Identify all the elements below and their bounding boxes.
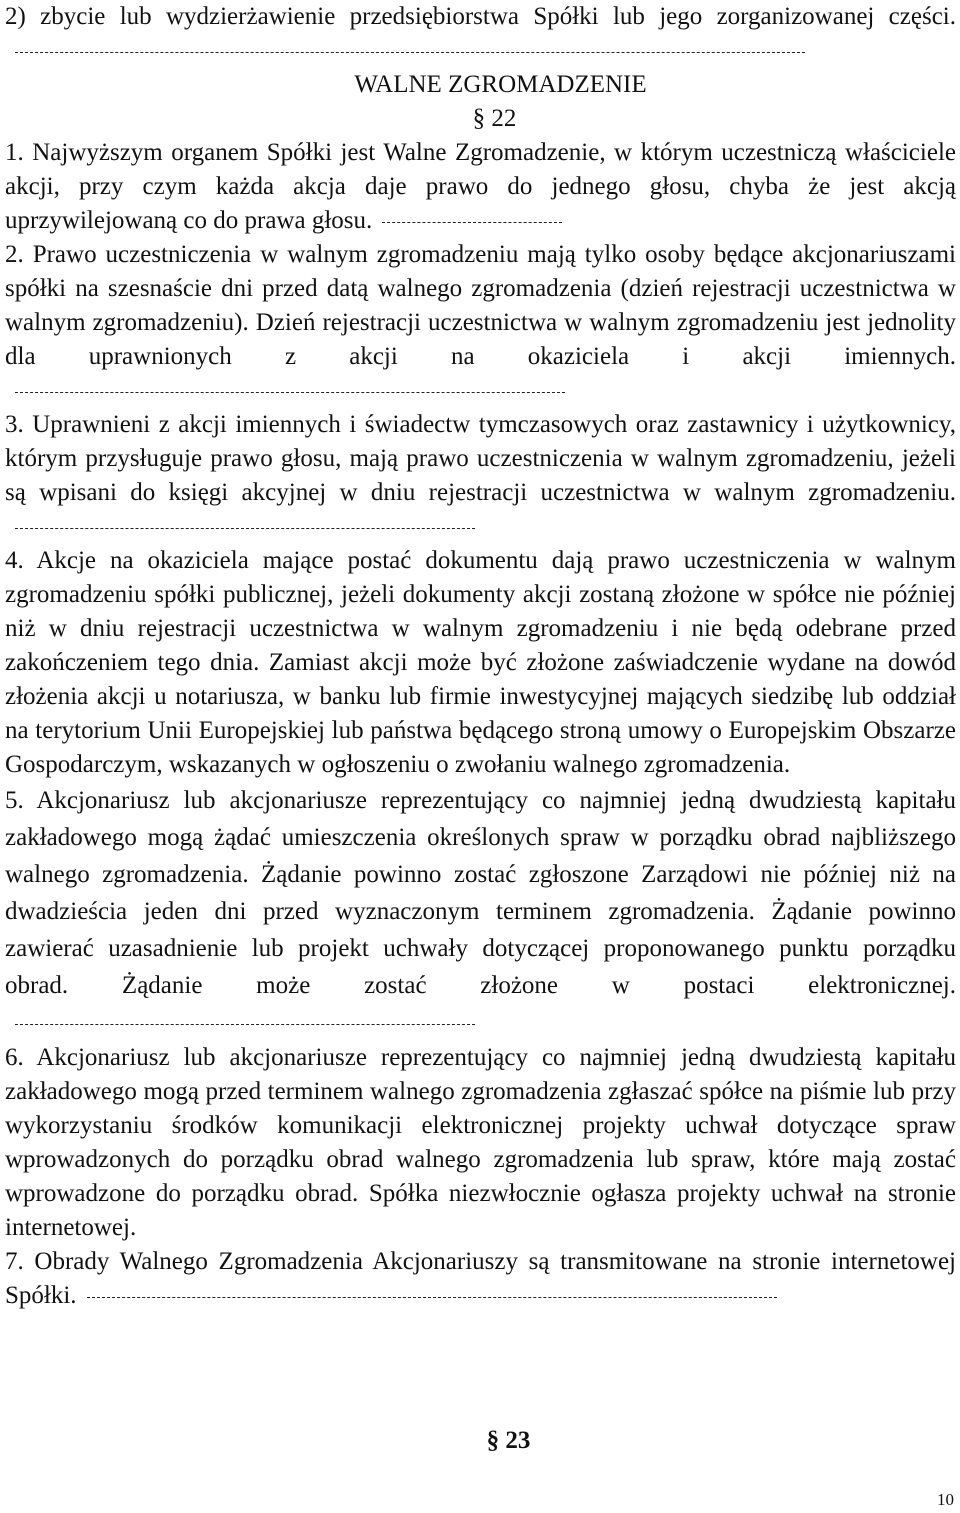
paragraph-5 <box>5 782 956 1041</box>
dash-filler <box>15 392 565 393</box>
page-number: 10 <box>937 1490 954 1509</box>
paragraph-6: 6. Akcjonariusz lub akcjonariusze reprezentujący co najmniej jedną dwudziestą kapitału zakładowego mogą przed terminem walnego zgromadzenia zgłaszać spółce na piśmie lub przy wykorzystaniu środków komunikacji elektronicznej projekty uchwał dotyczące spraw wprowadzonych do porządku obrad walnego zgromadzenia lub spraw, które mają zostać wprowadzone do porządku obrad. Spółka niezwłocznie ogłasza projekty uchwał na stronie internetowej. <box>5 1044 956 1241</box>
intro-paragraph <box>5 0 956 68</box>
section-number-22: § 22 <box>472 105 517 132</box>
paragraph-5-text: 5. Akcjonariusz lub akcjonariusze reprezentujący co najmniej jedną dwudziestą kapitału zakładowego mogą żądać umieszczenia określonych spraw w porządku obrad najbliższego walnego zgromadzenia. Żądanie powinno zostać zgłoszone Zarządowi nie później niż na dwadzieścia jeden dni przed wyznaczonym terminem zgromadzenia. Żądanie powinno zawierać uzasadnienie lub projekt uchwały dotyczącej proponowanego punktu porządku obrad. Żądanie może zostać złożone w postaci elektronicznej. <box>5 787 956 999</box>
paragraph-4: 4. Akcje na okaziciela mające postać dokumentu dają prawo uczestniczenia w walnym zgromadzeniu spółki publicznej, jeżeli dokumenty akcji zostaną złożone w spółce nie później niż w dniu rejestracji uczestnictwa w walnym zgromadzeniu i nie będą odebrane przed zakończeniem tego dnia. Zamiast akcji może być złożone zaświadczenie wydane na dowód złożenia akcji u notariusza, w banku lub firmie inwestycyjnej mających siedzibę lub oddział na terytorium Unii Europejskiej lub państwa będącego stroną umowy o Europejskim Obszarze Gospodarczym, wskazanych w ogłoszeniu o zwołaniu walnego zgromadzenia. <box>5 547 956 778</box>
paragraph-1 <box>5 136 956 238</box>
paragraph-2-text: 2. Prawo uczestniczenia w walnym zgromadzeniu mają tylko osoby będące akcjonariuszami spółki na szesnaście dni przed datą walnego zgromadzenia (dzień rejestracji uczestnictwa w walnym zgromadzeniu). Dzień rejestracji uczestnictwa w walnym zgromadzeniu jest jednolity dla uprawnionych z akcji na okaziciela i akcji imiennych. <box>5 241 956 370</box>
dash-filler <box>382 222 562 223</box>
section-heading: WALNE ZGROMADZENIE <box>354 71 647 98</box>
dash-filler <box>15 52 805 53</box>
dash-filler <box>15 1024 475 1025</box>
paragraph-7-text: 7. Obrady Walnego Zgromadzenia Akcjonariuszy są transmitowane na stronie internetowej Spółki. <box>5 1248 956 1309</box>
section-number-23: § 23 <box>486 1427 531 1454</box>
dash-filler <box>15 528 475 529</box>
paragraph-3-text: 3. Uprawnieni z akcji imiennych i świadectw tymczasowych oraz zastawnicy i użytkownicy, którym przysługuje prawo głosu, mają prawo uczestniczenia w walnym zgromadzeniu, jeżeli są wpisani do księgi akcyjnej w dniu rejestracji uczestnictwa w walnym zgromadzeniu. <box>5 411 956 506</box>
paragraph-1-text: 1. Najwyższym organem Spółki jest Walne Zgromadzenie, w którym uczestniczą właściciele akcji, przy czym każda akcja daje prawo do jednego głosu, chyba że jest akcją uprzywilejowaną co do prawa głosu. <box>5 139 956 234</box>
paragraph-7 <box>5 1245 956 1313</box>
paragraph-2 <box>5 238 956 408</box>
paragraph-3 <box>5 408 956 544</box>
document-page <box>5 0 956 1454</box>
intro-text: 2) zbycie lub wydzierżawienie przedsiębiorstwa Spółki lub jego zorganizowanej części. <box>5 3 956 30</box>
dash-filler <box>87 1297 777 1298</box>
